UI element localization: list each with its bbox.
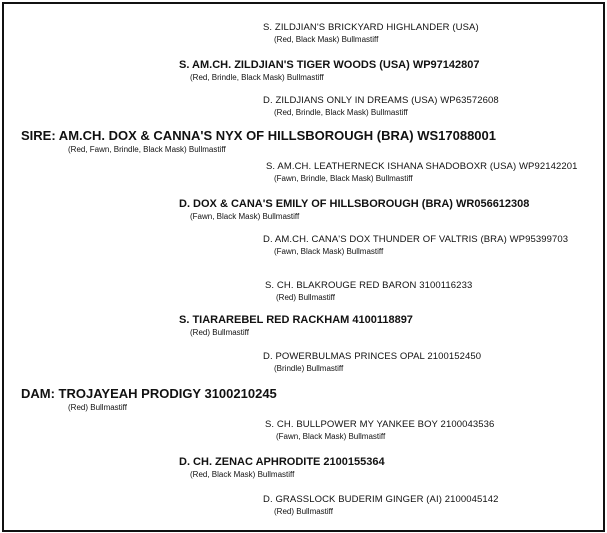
- entry-name: S. AM.CH. ZILDJIAN'S TIGER WOODS (USA) WP97142807: [179, 59, 480, 71]
- pedigree-entry-sire-dam-sire: [266, 161, 578, 184]
- entry-detail: (Brindle) Bullmastiff: [274, 364, 344, 373]
- entry-name: S. CH. BULLPOWER MY YANKEE BOY 2100043536: [265, 419, 495, 430]
- entry-detail: (Red, Black Mask) Bullmastiff: [274, 35, 379, 44]
- entry-name: D. ZILDJIANS ONLY IN DREAMS (USA) WP63572608: [263, 95, 499, 106]
- entry-name: D. DOX & CANA'S EMILY OF HILLSBOROUGH (BRA) WR056612308: [179, 198, 530, 210]
- pedigree-entry-sire-dam: [179, 198, 529, 222]
- pedigree-entry-sire-sire: [179, 59, 479, 83]
- pedigree-entry-dam-sire: [179, 314, 413, 338]
- entry-name: DAM: TROJAYEAH PRODIGY 3100210245: [21, 386, 277, 401]
- entry-detail: (Red) Bullmastiff: [276, 293, 335, 302]
- entry-detail: (Red) Bullmastiff: [68, 403, 127, 412]
- pedigree-entry-dam-sire-sire: [265, 280, 472, 303]
- pedigree-entry-sire: [21, 128, 496, 155]
- pedigree-entry-sire-sire-sire: [263, 22, 479, 45]
- entry-detail: (Red, Brindle, Black Mask) Bullmastiff: [274, 108, 408, 117]
- entry-name: D. POWERBULMAS PRINCES OPAL 2100152450: [263, 351, 482, 362]
- entry-name: S. AM.CH. LEATHERNECK ISHANA SHADOBOXR (USA) WP92142201: [266, 161, 578, 172]
- entry-name: S. ZILDJIAN'S BRICKYARD HIGHLANDER (USA): [263, 22, 479, 33]
- entry-detail: (Red) Bullmastiff: [190, 328, 249, 337]
- entry-detail: (Fawn, Black Mask) Bullmastiff: [276, 432, 386, 441]
- pedigree-entry-dam: [21, 386, 277, 413]
- entry-detail: (Red) Bullmastiff: [274, 507, 333, 516]
- entry-name: S. CH. BLAKROUGE RED BARON 3100116233: [265, 280, 473, 291]
- entry-detail: (Red, Black Mask) Bullmastiff: [190, 470, 295, 479]
- pedigree-entry-sire-dam-dam: [263, 234, 568, 257]
- pedigree-entry-dam-dam-sire: [265, 419, 494, 442]
- pedigree-entry-dam-sire-dam: [263, 351, 481, 374]
- entry-name: SIRE: AM.CH. DOX & CANNA'S NYX OF HILLSBOROUGH (BRA) WS17088001: [21, 128, 497, 143]
- entry-detail: (Fawn, Black Mask) Bullmastiff: [274, 247, 384, 256]
- entry-detail: (Red, Brindle, Black Mask) Bullmastiff: [190, 73, 324, 82]
- pedigree-entry-sire-sire-dam: [263, 95, 499, 118]
- entry-name: S. TIARAREBEL RED RACKHAM 4100118897: [179, 314, 413, 326]
- pedigree-entry-dam-dam-dam: [263, 494, 499, 517]
- entry-detail: (Red, Fawn, Brindle, Black Mask) Bullmastiff: [68, 145, 226, 154]
- entry-name: D. AM.CH. CANA'S DOX THUNDER OF VALTRIS (BRA) WP95399703: [263, 234, 569, 245]
- entry-detail: (Fawn, Brindle, Black Mask) Bullmastiff: [274, 174, 413, 183]
- pedigree-entry-dam-dam: [179, 456, 385, 480]
- entry-name: D. CH. ZENAC APHRODITE 2100155364: [179, 456, 385, 468]
- entry-name: D. GRASSLOCK BUDERIM GINGER (AI) 2100045142: [263, 494, 499, 505]
- entry-detail: (Fawn, Black Mask) Bullmastiff: [190, 212, 300, 221]
